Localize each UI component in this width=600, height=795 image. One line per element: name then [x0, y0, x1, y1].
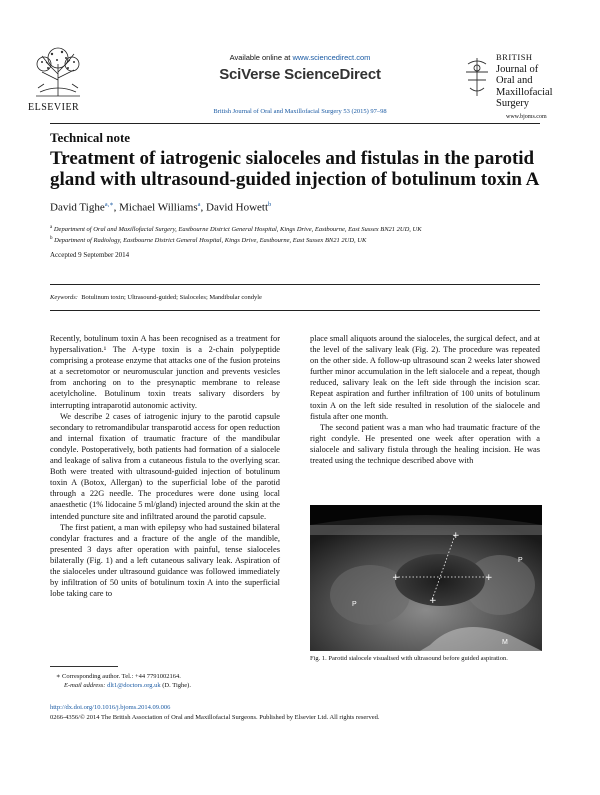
affiliation-mark: a	[50, 225, 53, 230]
journal-crest-icon	[462, 54, 492, 100]
journal-name-line: Surgery	[496, 98, 530, 109]
author-affiliation-mark[interactable]: a,∗	[104, 201, 114, 208]
email-link[interactable]: dlt1@doctors.org.uk	[107, 682, 161, 689]
svg-text:+: +	[429, 596, 437, 606]
body-paragraph: Recently, botulinum toxin A has been recognised as a treatment for hypersalivation.¹ The A-type toxin is a 2-chain polypeptide comprising a protease enzyme that attacks one of the fusion proteins at a secretomotor or neuromuscular junction and prevents vesicles from anchoring on to the presynaptic membrane to release acetylcholine. Botulinum toxin treats salivary disorders by interrupting intraparotid autonomic activity.	[50, 334, 280, 410]
journal-name	[496, 52, 553, 110]
affiliation	[50, 236, 550, 244]
author-name: David Howett	[206, 201, 269, 214]
platform-name: SciVerse ScienceDirect	[219, 66, 381, 83]
keywords-line	[50, 294, 262, 301]
figure-label-masseter: M	[502, 639, 508, 646]
journal-name-line: Maxillofacial	[496, 86, 553, 98]
body-paragraph: The second patient was a man who had traumatic fracture of the right condyle. He presented one week after operation with a sialocele and salivary fistula through the healing incision. He was treated using the technique described above with	[310, 422, 540, 466]
journal-name-line: Oral and	[496, 75, 533, 86]
body-left-column	[50, 333, 280, 599]
affiliation-mark: b	[50, 236, 53, 241]
corresponding-author-note: ∗ Corresponding author. Tel.: +44 7791002164.	[56, 673, 181, 680]
affiliation	[50, 225, 550, 233]
body-paragraph: The first patient, a man with epilepsy who had sustained bilateral condylar fractures and a fracture of the angle of the mandible, presented 3 days after operation with painful, tense sialoceles bilaterally (Fig. 1) and a left cutaneous salivary leak. Aspiration of the sialoceles under ultrasound guidance was followed immediately by infiltration of 50 units of botulinum toxin A into the superficial lobe taking care to	[50, 522, 280, 599]
svg-text:+: +	[485, 573, 493, 583]
email-label: E-mail address:	[64, 682, 106, 689]
body-paragraph: place small aliquots around the sialoceles, the surgical defect, and at the level of the salivary leak (Fig. 2). The procedure was repeated on the other side. A follow-up ultrasound scan 2 weeks later showed further minor accumulation in the left sialocele and a repeat, though reduced, salivary leak on the left side through the incision scar. Repeat aspiration and further infiltration of 100 units of botulinum toxin A on the left side resulted in resolution of the sialocele and fistula after one month.	[310, 334, 540, 421]
svg-text:+: +	[392, 573, 400, 583]
keywords-bottom-divider	[50, 310, 540, 311]
affiliation-text: Department of Radiology, Eastbourne District General Hospital, Kings Drive, Eastbourne, East Sussex BN21 2UD, UK	[54, 237, 367, 245]
availability-prefix: Available online at	[229, 53, 293, 62]
journal-citation[interactable]: British Journal of Oral and Maxillofacial Surgery 53 (2015) 97–98	[213, 108, 387, 115]
ultrasound-image	[310, 505, 542, 651]
journal-name-line: Journal of	[496, 63, 539, 75]
footnote-divider	[50, 666, 118, 667]
figure-label-parotid: P	[352, 601, 357, 608]
ultrasound-figure	[310, 505, 542, 651]
copyright-notice: 0266-4356/© 2014 The British Association of Oral and Maxillofacial Surgeons. Published by Elsevier Ltd. All rights reserved.	[50, 714, 380, 721]
author-affiliation-mark[interactable]: b	[268, 201, 272, 208]
article-type: Technical note	[50, 130, 131, 145]
doi-link[interactable]: http://dx.doi.org/10.1016/j.bjoms.2014.09.006	[50, 704, 171, 711]
svg-text:+: +	[452, 531, 460, 541]
header-divider	[50, 123, 540, 124]
keywords-list: Botulinum toxin; Ultrasound-guided; Sialoceles; Mandibular condyle	[81, 294, 262, 301]
affiliation-text: Department of Oral and Maxillofacial Surgery, Eastbourne District General Hospital, Kings Drive, Eastbourne, East Sussex BN21 2UD, UK	[53, 226, 422, 234]
journal-name-line: BRITISH	[496, 52, 533, 62]
article-title: Treatment of iatrogenic sialoceles and fistulas in the parotid gland with ultrasound-guided injection of botulinum toxin A	[50, 148, 540, 190]
figure-label-parotid: P	[518, 557, 523, 564]
figure-caption: Fig. 1. Parotid sialocele visualised with ultrasound before guided aspiration.	[310, 655, 508, 662]
body-paragraph: We describe 2 cases of iatrogenic injury to the parotid capsule secondary to retromandibular transparotid access for open reduction and internal fixation of traumatic fracture of the mandibular condyle. Postoperatively, both patients had formation of a sialocele and leakage of saliva from a cutaneous fistula to the overlying scar. Both were treated with ultrasound-guided injection of botulinum toxin A (Botox, Allergan) to the superficial lobe of the parotid through a 22G needle. The procedures were done using local anaesthetic (1% lidocaine 5 ml/gland) injected around the skin at the intended puncture site and infiltrated around the parotid capsule.	[50, 411, 280, 521]
author-affiliation-mark[interactable]: a	[197, 201, 201, 208]
publisher-name: ELSEVIER	[28, 102, 80, 113]
author-name: David Tighe	[50, 201, 105, 214]
body-right-column	[310, 333, 540, 466]
journal-website[interactable]: www.bjoms.com	[506, 114, 547, 120]
author-list: David Tighe$^{a,∗}$, Michael Williams$^a$, David Howett$^b$	[50, 201, 272, 214]
email-suffix: (D. Tighe).	[160, 682, 191, 689]
sciencedirect-link[interactable]: www.sciencedirect.com	[292, 53, 371, 62]
keywords-top-divider	[50, 284, 540, 285]
email-note	[64, 682, 191, 689]
accepted-date: Accepted 9 September 2014	[50, 251, 130, 259]
author-name: Michael Williams	[119, 201, 198, 214]
keywords-label: Keywords:	[50, 294, 78, 301]
